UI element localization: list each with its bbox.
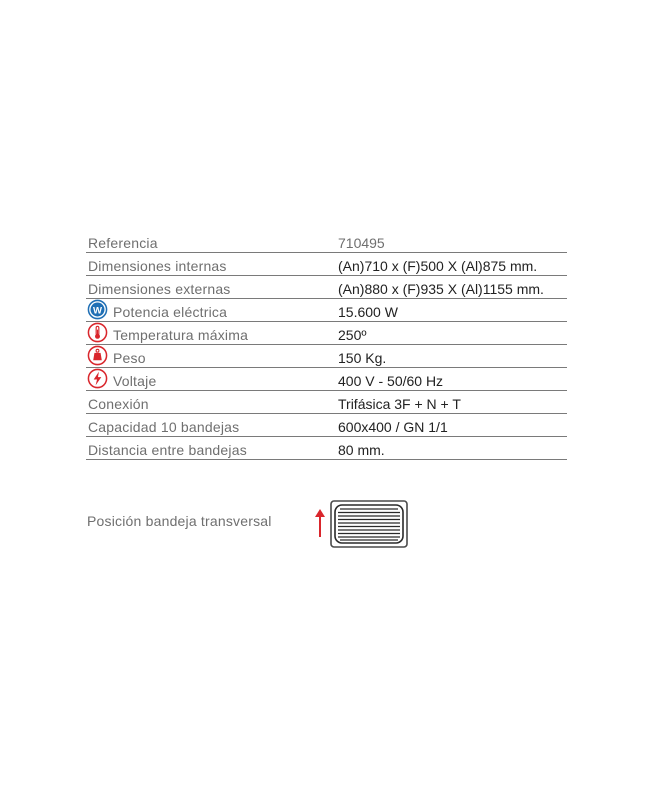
thermometer-icon xyxy=(87,322,108,343)
power-w-icon xyxy=(87,299,108,320)
weight-icon xyxy=(87,345,108,366)
spec-label: Capacidad 10 bandejas xyxy=(88,419,240,435)
spec-value: Trifásica 3F + N + T xyxy=(338,396,461,412)
spec-label: Dimensiones internas xyxy=(88,258,227,274)
spec-row-temperatura xyxy=(86,322,567,345)
spec-label: Conexión xyxy=(88,396,149,412)
tray-position-label: Posición bandeja transversal xyxy=(87,513,272,529)
svg-text:W: W xyxy=(93,305,102,317)
spec-label: Referencia xyxy=(88,235,158,251)
spec-value: 710495 xyxy=(338,235,385,251)
spec-label: Voltaje xyxy=(113,373,157,389)
tray-transversal-icon xyxy=(330,500,408,548)
spec-row-peso xyxy=(86,345,567,368)
spec-label: Dimensiones externas xyxy=(88,281,231,297)
spec-label: Distancia entre bandejas xyxy=(88,442,247,458)
spec-row-conexion xyxy=(86,391,567,414)
arrow-up-icon xyxy=(313,508,327,538)
spec-row-potencia xyxy=(86,299,567,322)
spec-value: (An)710 x (F)500 X (Al)875 mm. xyxy=(338,258,538,274)
spec-label: Peso xyxy=(113,350,146,366)
spec-label: Potencia eléctrica xyxy=(113,304,228,320)
spec-row-dimensiones-internas xyxy=(86,253,567,276)
spec-row-distancia xyxy=(86,437,567,460)
spec-value: 250º xyxy=(338,327,367,343)
spec-value: 600x400 / GN 1/1 xyxy=(338,419,448,435)
spec-value: 80 mm. xyxy=(338,442,385,458)
spec-row-voltaje xyxy=(86,368,567,391)
spec-value: (An)880 x (F)935 X (Al)1155 mm. xyxy=(338,281,544,297)
spec-value: 150 Kg. xyxy=(338,350,387,366)
spec-row-dimensiones-externas xyxy=(86,276,567,299)
spec-table xyxy=(86,230,567,460)
spec-value: 15.600 W xyxy=(338,304,398,320)
spec-label: Temperatura máxima xyxy=(113,327,249,343)
spec-row-capacidad xyxy=(86,414,567,437)
spec-value: 400 V - 50/60 Hz xyxy=(338,373,444,389)
spec-row-referencia xyxy=(86,230,567,253)
lightning-bolt-icon xyxy=(87,368,108,389)
